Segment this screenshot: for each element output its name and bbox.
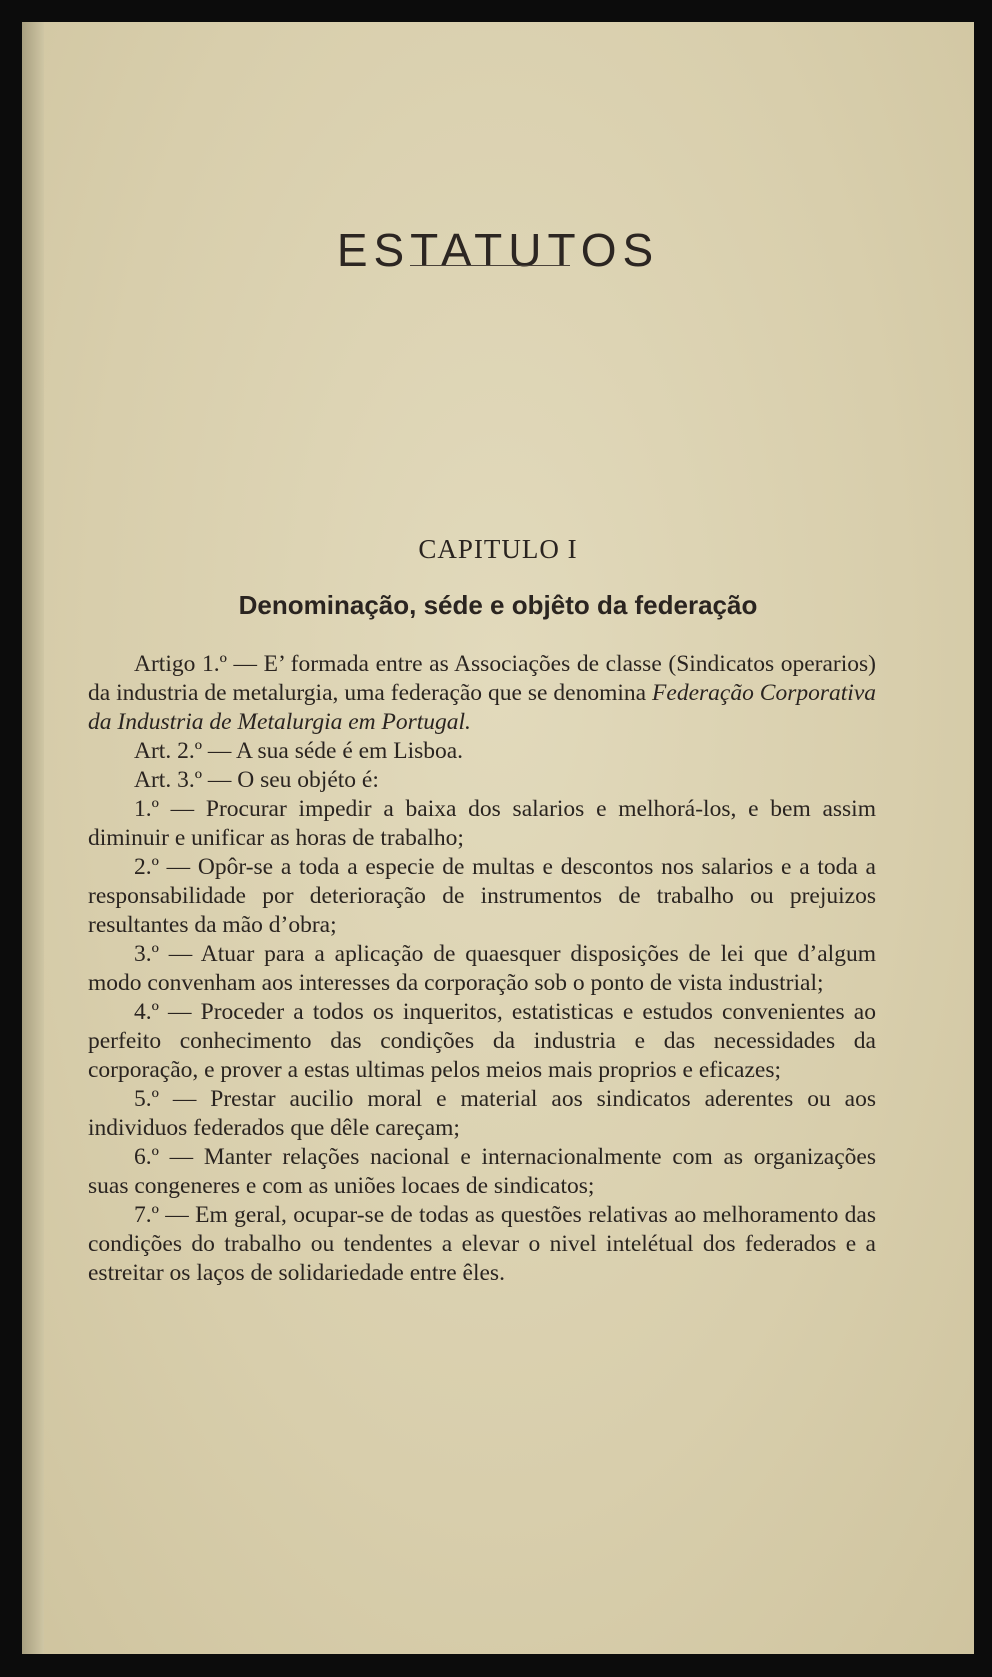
federation-name: Federação Corporativa da Industria de Metalurgia em Portugal.	[88, 680, 876, 735]
objective-7-paragraph: 7.º — Em geral, ocupar-se de todas as questões relativas ao melhoramento das condições do trabalho ou tendentes a elevar o nivel intelétual dos federados e a estreitar os laços de solidariedade entre êles.	[88, 1202, 876, 1286]
chapter-heading: CAPITULO I	[418, 534, 578, 564]
title-divider	[410, 265, 570, 266]
objective-3-paragraph: 3.º — Atuar para a aplicação de quaesquer disposições de lei que d’algum modo convenham aos interesses da corporação sob o ponto de vista industrial;	[88, 941, 876, 996]
article-2-paragraph: Art. 2.º — A sua séde é em Lisboa.	[134, 738, 464, 764]
objective-2-paragraph: 2.º — Opôr-se a toda a especie de multas e descontos nos salarios e a toda a responsabilidade por deterioração de instrumentos de trabalho ou prejuizos resultantes da mão d’obra;	[88, 854, 876, 938]
article-1-paragraph	[88, 650, 876, 737]
objective-1-paragraph: 1.º — Procurar impedir a baixa dos salarios e melhorá-los, e bem assim diminuir e unificar as horas de trabalho;	[88, 796, 876, 851]
article-1-text: Artigo 1.º — E’ formada entre as Associações de classe (Sindicatos operarios) da industria de metalurgia, uma federação que se denomina	[88, 651, 876, 706]
objective-4-paragraph: 4.º — Proceder a todos os inqueritos, estatisticas e estudos convenientes ao perfeito conhecimento das condições da industria e das necessidades da corporação, e prover a estas ultimas pelos meios mais proprios e eficazes;	[88, 999, 876, 1083]
document-title: ESTATUTOS	[336, 223, 660, 276]
document-body	[88, 650, 876, 1288]
objective-6-paragraph: 6.º — Manter relações nacional e internacionalmente com as organizações suas congeneres e com as uniões locaes de sindicatos;	[88, 1144, 876, 1199]
document-page	[22, 22, 974, 1654]
objective-5-paragraph: 5.º — Prestar aucilio moral e material aos sindicatos aderentes ou aos individuos federados que dêle careçam;	[88, 1086, 876, 1141]
article-3-paragraph: Art. 3.º — O seu objéto é:	[134, 767, 379, 793]
chapter-subtitle: Denominação, séde e objêto da federação	[238, 590, 758, 620]
